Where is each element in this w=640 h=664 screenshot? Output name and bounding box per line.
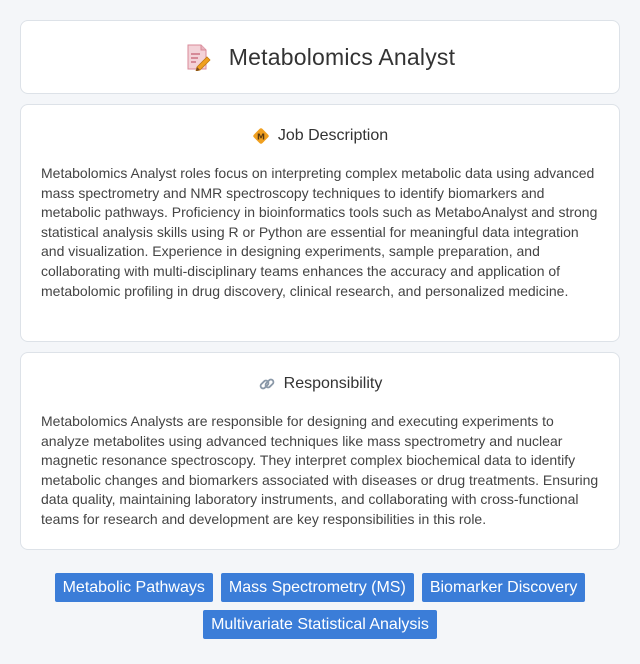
page-title: Metabolomics Analyst: [228, 43, 456, 70]
link-icon: [258, 375, 276, 393]
document-pencil-icon: [185, 43, 211, 71]
responsibility-card: [20, 352, 620, 550]
tag-multivariate-statistical-analysis[interactable]: Multivariate Statistical Analysis: [203, 610, 437, 639]
title-row: [185, 43, 455, 71]
tag-biomarker-discovery[interactable]: Biomarker Discovery: [422, 573, 586, 602]
tag-mass-spectrometry[interactable]: Mass Spectrometry (MS): [221, 573, 414, 602]
tag-metabolic-pathways[interactable]: Metabolic Pathways: [55, 573, 213, 602]
responsibility-heading-row: [41, 375, 599, 393]
responsibility-text: Metabolomics Analysts are responsible for designing and executing experiments to analyze metabolites using advanced techniques like mass spectrometry and nuclear magnetic resonance spectroscopy. They interpret complex biochemical data to identify metabolic changes and biomarkers associated with diseases or drug treatments. Ensuring data quality, maintaining laboratory instruments, and collaborating with cross-functional teams for research and development are key responsibilities in this role.: [41, 413, 599, 527]
svg-text:M: M: [256, 132, 265, 142]
skill-tags: [20, 573, 620, 639]
job-description-heading-row: [41, 127, 599, 145]
diamond-badge-icon: [252, 127, 270, 145]
title-card: [20, 20, 620, 94]
job-description-card: [20, 104, 620, 342]
job-description-text: Metabolomics Analyst roles focus on interpreting complex metabolic data using advanced mass spectrometry and NMR spectroscopy techniques to identify biomarkers and metabolic pathways. Proficiency in bioinformatics tools such as MetaboAnalyst and strong statistical analysis skills using R or Python are essential for meaningful data integration and visualization. Experience in designing experiments, sample preparation, and collaborating with multi-disciplinary teams enhances the accuracy and application of metabolomic profiling in drug discovery, clinical research, and personalized medicine.: [41, 165, 598, 299]
job-description-heading: Job Description: [277, 127, 389, 144]
responsibility-heading: Responsibility: [283, 375, 383, 392]
